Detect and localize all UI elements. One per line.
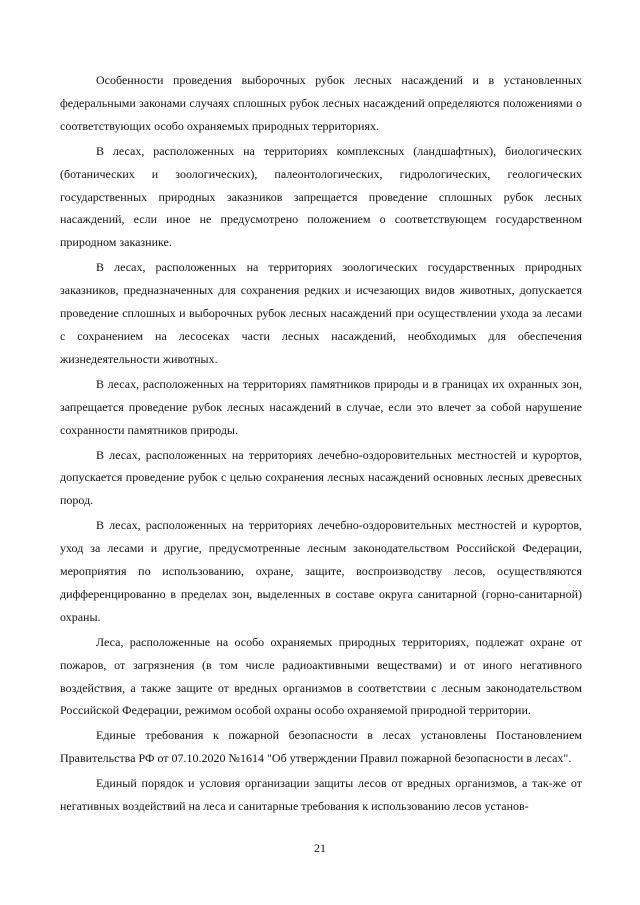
paragraph: В лесах, расположенных на территориях зоологических государственных природных заказников, предназначенных для сохранения редких и исчезающих видов животных, допускается проведение сплошных и выборочных рубок лесных насаждений при осуществлении ухода за лесами с сохранением на лесосеках части лесных насаждений, необходимых для обеспечения жизнедеятельности животных. xyxy=(60,260,582,366)
paragraph: В лесах, расположенных на территориях памятников природы и в границах их охранных зон, запрещается проведение рубок лесных насаждений в случае, если это влечет за собой нарушение сохранности памятников природы. xyxy=(60,376,582,437)
paragraph: В лесах, расположенных на территориях лечебно-оздоровительных местностей и курортов, уход за лесами и другие, предусмотренные лесным законодательством Российской Федерации, мероприятия по использованию, охране, защите, воспроизводству лесов, осуществляются дифференцированно в пределах зон, выделенных в составе округа санитарной (горно-санитарной) охраны. xyxy=(60,518,582,624)
paragraph: Единые требования к пожарной безопасности в лесах установлены Постановлением Правительства РФ от 07.10.2020 №1614 "Об утверждении Правил пожарной безопасности в лесах". xyxy=(60,728,582,766)
page-number: 21 xyxy=(314,841,326,855)
paragraph: Единый порядок и условия организации защиты лесов от вредных организмов, а так-же от негативных воздействий на леса и санитарные требования к использованию лесов установ- xyxy=(60,776,582,814)
paragraph: В лесах, расположенных на территориях лечебно-оздоровительных местностей и курортов, допускается проведение рубок с целью сохранения лесных насаждений основных лесных древесных пород. xyxy=(60,447,582,508)
paragraph: Леса, расположенные на особо охраняемых природных территориях, подлежат охране от пожаров, от загрязнения (в том числе радиоактивными веществами) и от иного негативного воздействия, а также защите от вредных организмов в соответствии с лесным законодательством Российской Федерации, режимом особой охраны особо охраняемой природной территории. xyxy=(60,634,582,718)
paragraph: Особенности проведения выборочных рубок лесных насаждений и в установленных федеральными законами случаях сплошных рубок лесных насаждений определяются положениями о соответствующих особо охраняемых природных территориях. xyxy=(60,73,582,133)
body-text xyxy=(60,69,582,820)
paragraph: В лесах, расположенных на территориях комплексных (ландшафтных), биологических (ботанических и зоологических), палеонтологических, гидрологических, геологических государственных природных заказников запрещается проведение сплошных рубок лесных насаждений, если иное не предусмотрено положением о соответствующем государственном природном заказнике. xyxy=(60,143,582,250)
